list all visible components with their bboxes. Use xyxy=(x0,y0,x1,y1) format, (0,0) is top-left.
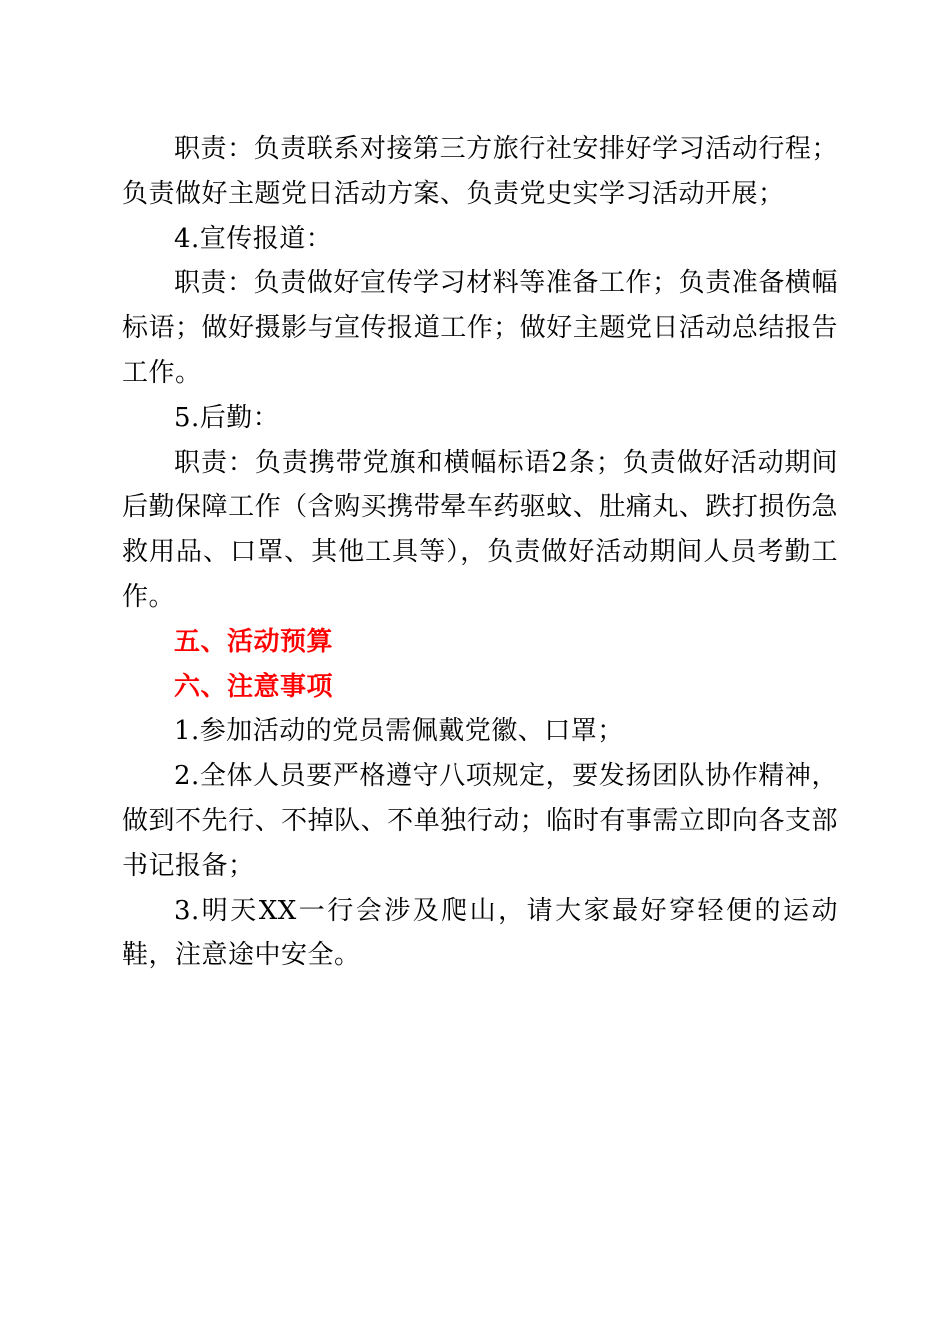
item-publicity-reporting: 4.宣传报道： xyxy=(174,223,333,254)
paragraph-logistics-duties: 职责：负责携带党旗和横幅标语2条；负责做好活动期间后勤保障工作（含购买携带晕车药驱蚊、肚痛丸、跌打损伤急救用品、口罩、其他工具等），负责做好活动期间人员考勤工作。 xyxy=(122,447,838,612)
paragraph-publicity-duties: 职责：负责做好宣传学习材料等准备工作；负责准备横幅标语；做好摄影与宣传报道工作；做好主题党日活动总结报告工作。 xyxy=(122,268,838,388)
note-item-1: 1.参加活动的党员需佩戴党徽、口罩； xyxy=(174,716,624,747)
section-heading-budget: 五、活动预算 xyxy=(174,626,334,657)
note-item-3: 3.明天XX一行会涉及爬山，请大家最好穿轻便的运动鞋，注意途中安全。 xyxy=(122,895,838,971)
note-item-2: 2.全体人员要严格遵守八项规定，要发扬团队协作精神，做到不先行、不掉队、不单独行动；临时有事需立即向各支部书记报备； xyxy=(122,761,838,881)
paragraph-publicity-duties-continued: 职责：负责联系对接第三方旅行社安排好学习活动行程；负责做好主题党日活动方案、负责党史实学习活动开展； xyxy=(122,134,838,209)
document-page xyxy=(122,127,838,978)
item-logistics: 5.后勤： xyxy=(174,402,280,433)
section-heading-notes: 六、注意事项 xyxy=(174,671,334,702)
